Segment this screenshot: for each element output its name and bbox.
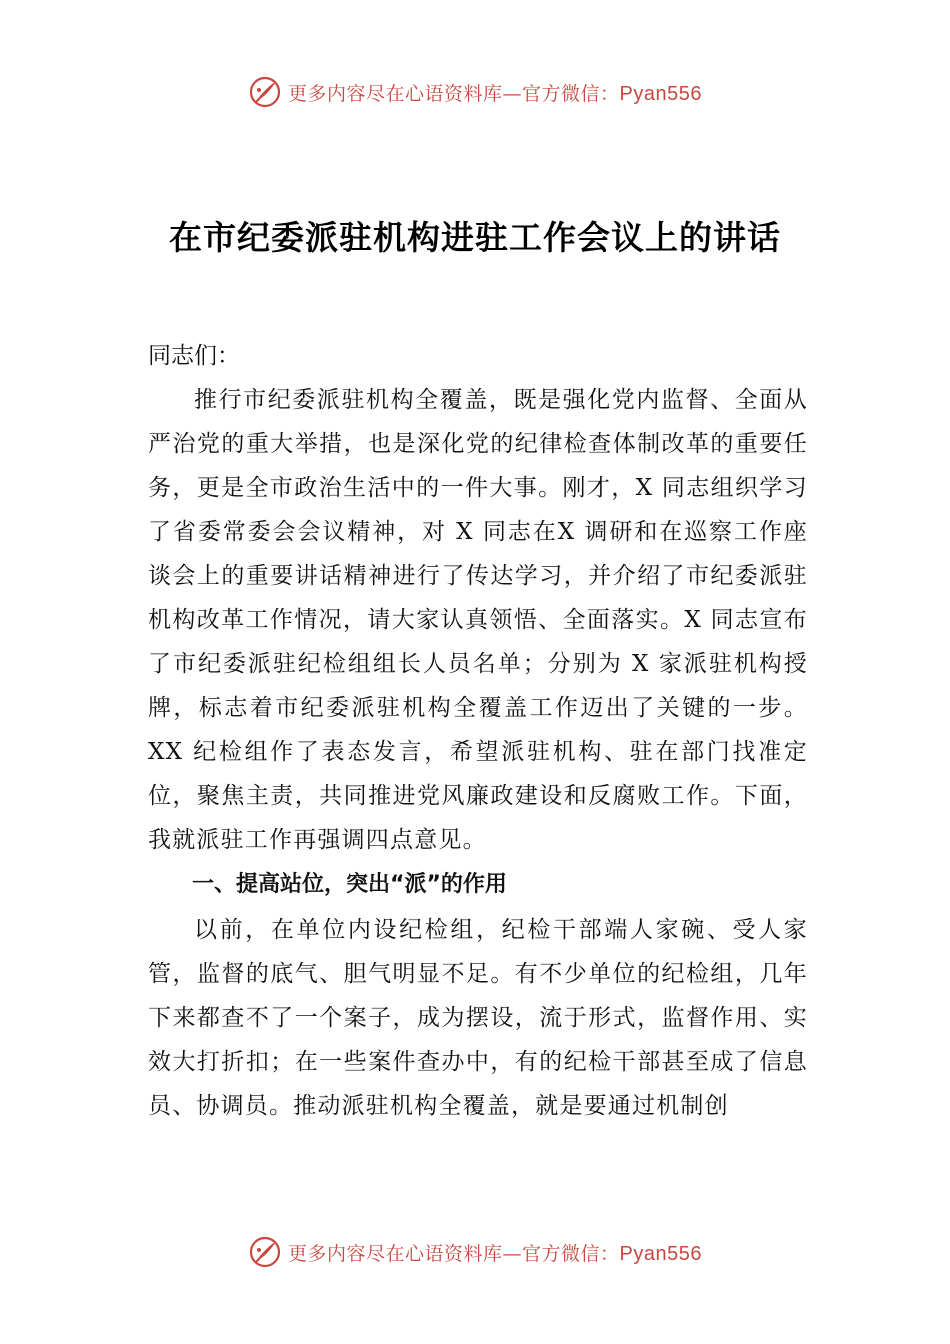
salutation: 同志们： [148, 343, 240, 369]
quill-pen-logo-icon [248, 1235, 282, 1269]
header-banner [288, 79, 702, 106]
section-heading-1: 一、提高站位，突出“派”的作用 [192, 872, 507, 897]
footer-watermark [0, 1232, 950, 1272]
footer-banner-text: 更多内容尽在心语资料库—官方微信： [288, 1242, 620, 1265]
header-wechat-id: Pyan556 [619, 82, 702, 105]
footer-banner [288, 1239, 702, 1266]
quill-pen-logo-icon [248, 75, 282, 109]
paragraph-intro: 推行市纪委派驻机构全覆盖，既是强化党内监督、全面从严治党的重大举措，也是深化党的纪律检查体制改革的重要任务，更是全市政治生活中的一件大事。刚才，X 同志组织学习了省委常委会会议精神，对 X 同志在X 调研和在巡察工作座谈会上的重要讲话精神进行了传达学习，并介绍了市纪委派驻机构改革工作情况，请大家认真领悟、全面落实。X 同志宣布了市纪委派驻纪检组组长人员名单；分别为 X 家派驻机构授牌，标志着市纪委派驻机构全覆盖工作迈出了关键的一步。XX 纪检组作了表态发言，希望派驻机构、驻在部门找准定位，聚焦主责，共同推进党风廉政建设和反腐败工作。下面，我就派驻工作再强调四点意见。 [148, 387, 808, 853]
document-title: 在市纪委派驻机构进驻工作会议上的讲话 [169, 218, 781, 257]
document-body [148, 334, 808, 1128]
header-watermark [0, 72, 950, 112]
footer-wechat-id: Pyan556 [619, 1242, 702, 1265]
paragraph-section-1: 以前，在单位内设纪检组，纪检干部端人家碗、受人家管，监督的底气、胆气明显不足。有不少单位的纪检组，几年下来都查不了一个案子，成为摆设，流于形式，监督作用、实效大打折扣；在一些案件查办中，有的纪检干部甚至成了信息员、协调员。推动派驻机构全覆盖，就是要通过机制创 [148, 917, 808, 1119]
header-banner-text: 更多内容尽在心语资料库—官方微信： [288, 82, 620, 105]
